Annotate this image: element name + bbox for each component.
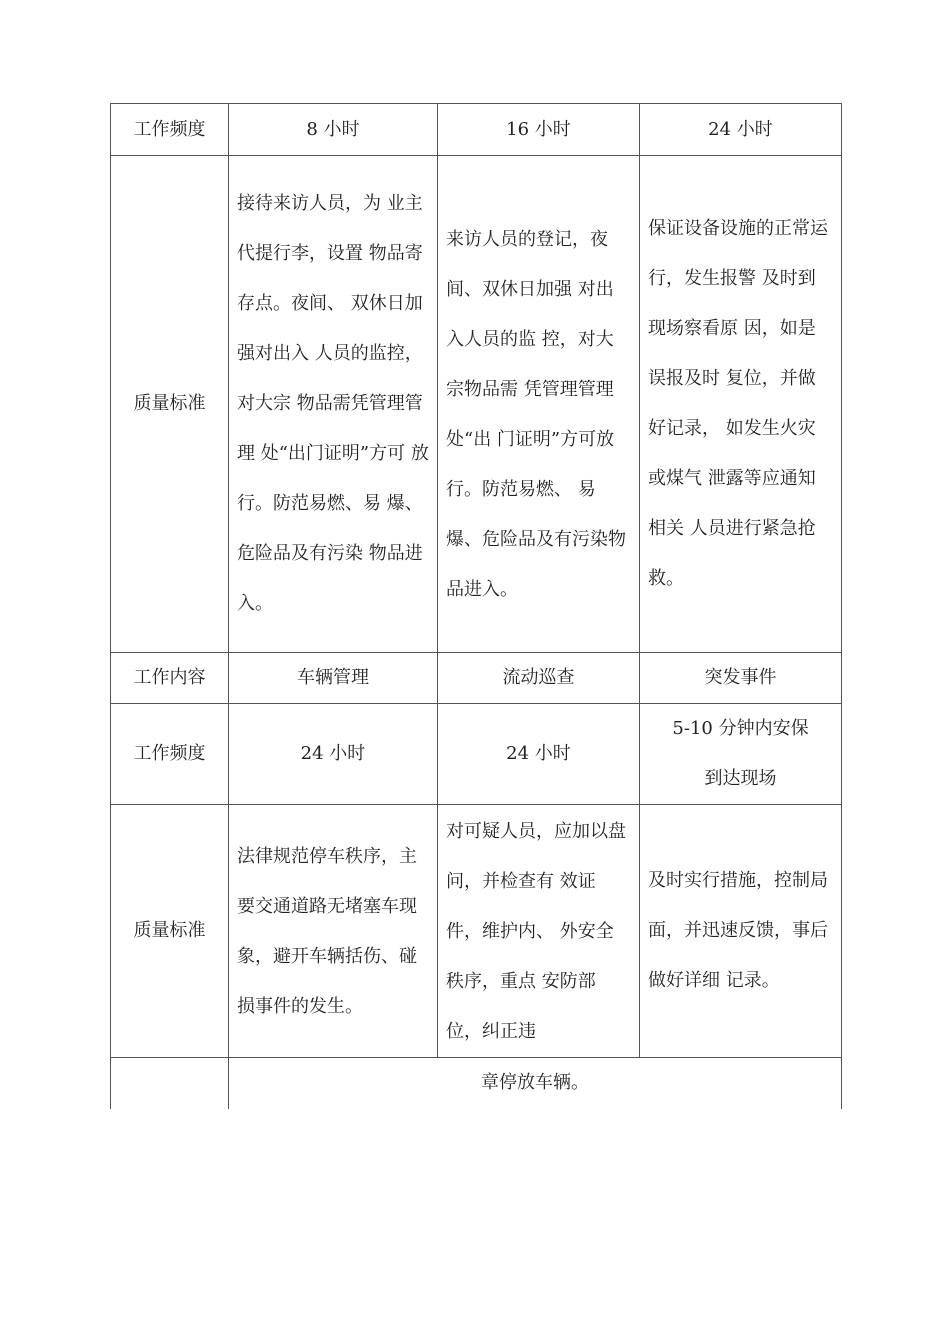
- table-cell: 车辆管理: [229, 653, 438, 704]
- table-row: [111, 156, 842, 653]
- row-label: 质量标准: [111, 805, 229, 1058]
- table-cell: 16 小时: [438, 104, 640, 156]
- table-cell: 保证设备设施的正常运行，发生报警 及时到现场察看原 因，如是误报及时 复位，并做好记录， 如发生火灾或煤气 泄露等应通知相关 人员进行紧急抢 救。: [640, 156, 842, 653]
- table-cell: 来访人员的登记，夜间、双休日加强 对出入人员的监 控，对大宗物品需 凭管理管理处“出 门证明”方可放行。防范易燃、 易爆、危险品及有污染物 品进入。: [438, 156, 640, 653]
- table-cell: 流动巡查: [438, 653, 640, 704]
- table-cell: 24 小时: [640, 104, 842, 156]
- table-cell: 突发事件: [640, 653, 842, 704]
- row-label: 质量标准: [111, 156, 229, 653]
- table-cell: 法律规范停车秩序，主 要交通道路无堵塞车现象，避开车辆括伤、碰损事件的发生。: [229, 805, 438, 1058]
- table-row: [111, 104, 842, 156]
- table-row: [111, 805, 842, 1058]
- table-cell: 接待来访人员，为 业主代提行李，设置 物品寄存点。夜间、 双休日加强对出入 人员的监控，对大宗 物品需凭管理管理 处“出门证明”方可 放行。防范易燃、易 爆、危险品及有污染 物品进入。: [229, 156, 438, 653]
- table-cell: 24 小时: [438, 704, 640, 805]
- table-cell: 24 小时: [229, 704, 438, 805]
- merged-cell: 章停放车辆。: [229, 1058, 842, 1109]
- row-label: 工作频度: [111, 704, 229, 805]
- table-row: [111, 653, 842, 704]
- work-standard-table: [110, 103, 842, 1109]
- table-cell: 8 小时: [229, 104, 438, 156]
- table-cell: 对可疑人员，应加以盘问，并检查有 效证件，维护内、 外安全秩序，重点 安防部位，纠正违: [438, 805, 640, 1058]
- row-label: [111, 1058, 229, 1109]
- table-cell: 5-10 分钟内安保到达现场: [640, 704, 842, 805]
- table-row: [111, 704, 842, 805]
- row-label: 工作频度: [111, 104, 229, 156]
- table-row: [111, 1058, 842, 1109]
- table-cell: 及时实行措施，控制局面，并迅速反馈，事后做好详细 记录。: [640, 805, 842, 1058]
- row-label: 工作内容: [111, 653, 229, 704]
